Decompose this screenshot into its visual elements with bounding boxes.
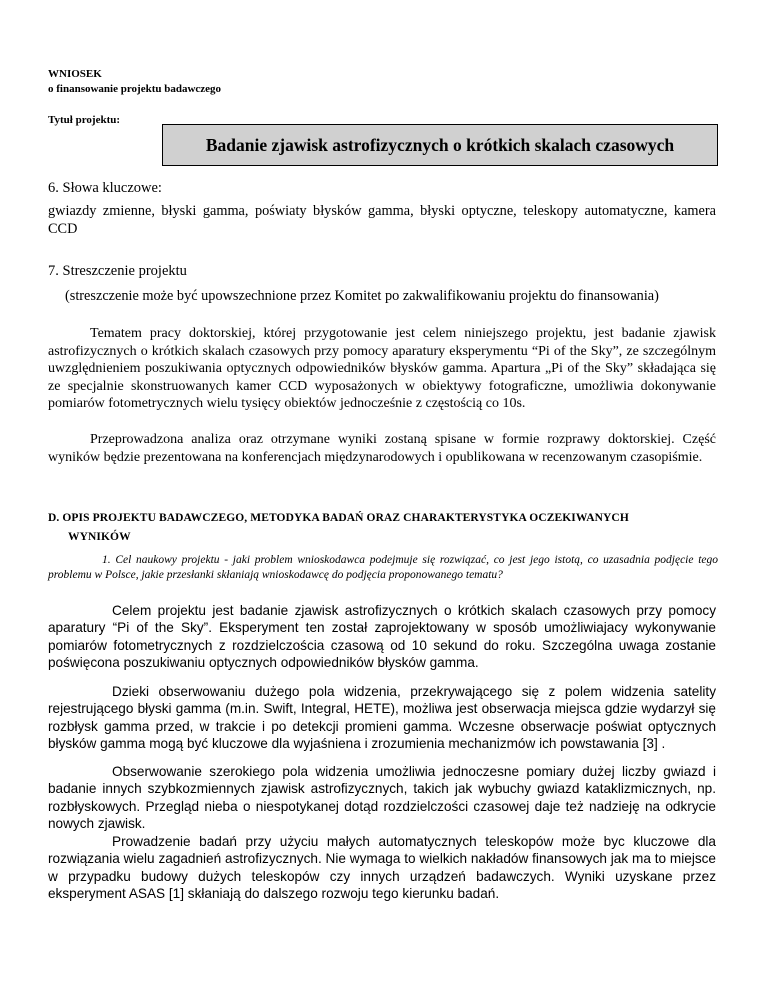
form-heading: WNIOSEK [48,68,102,80]
abstract-heading: 7. Streszczenie projektu [48,263,187,279]
question-1: 1. Cel naukowy projektu - jaki problem wnioskodawca podejmuje się rozwiązać, co jest jego istotą, co uzasadnia podjęcie tego problemu w Polsce, jakie przesłanki skłaniają wnioskodawcę do podjęcia proponowanego tematu? [48,554,718,581]
section-d-paragraph-3: Obserwowanie szerokiego pola widzenia umożliwia jednoczesne pomiary dużej liczby gwiazd i badanie innych szybkozmiennych zjawisk astrofizycznych, takich jak wybuchy gwiazd kataklizmicznych, np. rozbłyskowych. Przegląd nieba o niespotykanej dotąd rozdzielczości czasowej daje też nadzieję na odkrycie nowych zjawisk. [48,764,716,832]
project-title-label: Tytuł projektu: [48,114,121,126]
form-subheading: o finansowanie projektu badawczego [48,83,222,95]
abstract-note: (streszczenie może być upowszechnione przez Komitet po zakwalifikowaniu projektu do finansowania) [65,288,659,304]
section-d-heading-line1: D. OPIS PROJEKTU BADAWCZEGO, METODYKA BADAŃ ORAZ CHARAKTERYSTYKA OCZEKIWANYCH [48,512,629,524]
section-d-heading-line2: WYNIKÓW [68,531,131,543]
abstract-paragraph-1: Tematem pracy doktorskiej, której przygotowanie jest celem niniejszego projektu, jest badanie zjawisk astrofizycznych o krótkich skalach czasowych przy pomocy aparatury eksperymentu “Pi of the Sky”, ze szczególnym uwzględnieniem poszukiwania optycznych odpowiedników błysków gamma. Apartura „Pi of the Sky” składająca się ze specjalnie skonstruowanych kamer CCD wyposażonych w obiektywy fotograficzne, umożliwia dokonywanie pomiarów fotometrycznych wielu tysięcy obiektów jednocześnie z częstością co 10s. [48,326,716,412]
keywords-heading: 6. Słowa kluczowe: [48,180,162,196]
section-d-paragraph-2: Dzieki obserwowaniu dużego pola widzenia, przekrywającego się z polem widzenia satelity rejestrującego błyski gamma (m.in. Swift, Integral, HETE), możliwa jest obserwacja miejsca gdzie wydarzył się rozbłysk gamma przed, w trakcie i po detekcji promieni gamma. Wczesne obserwacje poświat optycznych błysków gamma mogą być kluczowe dla wyjaśniena i zrozumienia mechanizmów ich powstawania [3] . [48,684,716,752]
section-d-paragraph-1: Celem projektu jest badanie zjawisk astrofizycznych o krótkich skalach czasowych przy pomocy aparatury “Pi of the Sky”. Eksperyment ten został zaprojektowany w sposób umożliwiajacy wykonywanie pomiarów fotometrycznych z rozdzielczościa czasową od 10 sekund do roku. Szczególna uwaga zostanie poświęcona poszukiwaniu optycznych odpowiedników błysków gamma. [48,603,716,671]
section-d-paragraph-4: Prowadzenie badań przy użyciu małych automatycznych teleskopów może byc kluczowe dla rozwiązania wielu zagadnień astrofizycznych. Nie wymaga to wielkich nakładów finansowych jak ma to miejsce w przypadku budowy dużych teleskopów czy innych urządzeń badawczych. Wyniki uzyskane przez eksperyment ASAS [1] skłaniają do dalszego rozwoju tego kierunku badań. [48,834,716,902]
project-title-box [162,124,718,166]
project-title: Badanie zjawisk astrofizycznych o krótkich skalach czasowych [205,134,675,155]
abstract-paragraph-2: Przeprowadzona analiza oraz otrzymane wyniki zostaną spisane w formie rozprawy doktorskiej. Część wyników będzie prezentowana na konferencjach międzynarodowych i opublikowana w recenzowanym czasopiśmie. [48,432,716,465]
keywords-text: gwiazdy zmienne, błyski gamma, poświaty błysków gamma, błyski optyczne, teleskopy automatyczne, kamera CCD [48,203,716,237]
